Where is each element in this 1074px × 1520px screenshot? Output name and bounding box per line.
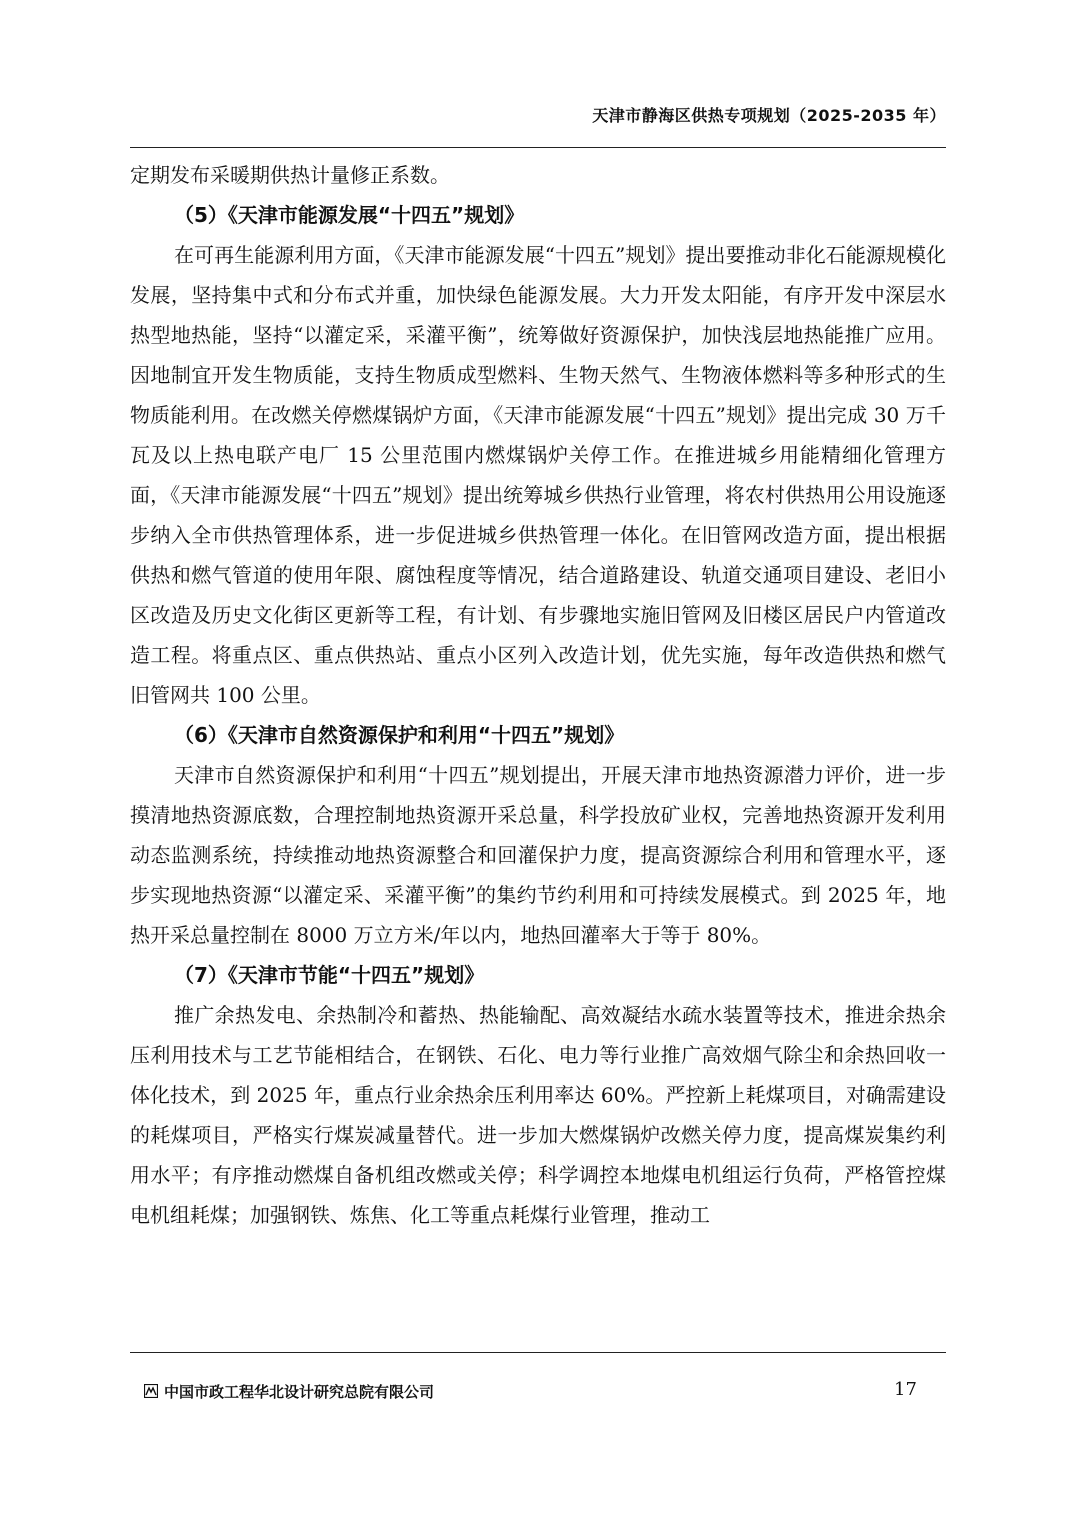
paragraph-energy-saving-plan: 推广余热发电、余热制冷和蓄热、热能输配、高效凝结水疏水装置等技术，推进余热余压利用技术与工艺节能相结合，在钢铁、石化、电力等行业推广高效烟气除尘和余热回收一体化技术，到 2025 年，重点行业余热余压利用率达 60%。严控新上耗煤项目，对确需建设的耗煤项目，严格实行煤炭减量替代。进一步加大燃煤锅炉改燃关停力度，提高煤炭集约利用水平；有序推动燃煤自备机组改燃或关停；科学调控本地煤电机组运行负荷，严格管控煤电机组耗煤；加强钢铁、炼焦、化工等重点耗煤行业管理，推动工 [130, 1003, 946, 1227]
page-footer [130, 1352, 946, 1413]
paragraph-energy-plan: 在可再生能源利用方面，《天津市能源发展“十四五”规划》提出要推动非化石能源规模化发展，坚持集中式和分布式并重，加快绿色能源发展。大力开发太阳能，有序开发中深层水热型地热能，坚持“以灌定采，采灌平衡”，统筹做好资源保护，加快浅层地热能推广应用。因地制宜开发生物质能，支持生物质成型燃料、生物天然气、生物液体燃料等多种形式的生物质能利用。在改燃关停燃煤锅炉方面，《天津市能源发展“十四五”规划》提出完成 30 万千瓦及以上热电联产电厂 15 公里范围内燃煤锅炉关停工作。在推进城乡用能精细化管理方面，《天津市能源发展“十四五”规划》提出统筹城乡供热行业管理，将农村供热用公用设施逐步纳入全市供热管理体系，进一步促进城乡供热管理一体化。在旧管网改造方面，提出根据供热和燃气管道的使用年限、腐蚀程度等情况，结合道路建设、轨道交通项目建设、老旧小区改造及历史文化街区更新等工程，有计划、有步骤地实施旧管网及旧楼区居民户内管道改造工程。将重点区、重点供热站、重点小区列入改造计划，优先实施，每年改造供热和燃气旧管网共 100 公里。 [130, 243, 946, 707]
paragraph-continuation: 定期发布采暖期供热计量修正系数。 [130, 163, 450, 187]
page-number: 17 [894, 1379, 917, 1400]
footer-company-name: 中国市政工程华北设计研究总院有限公司 [164, 1383, 435, 1401]
document-title: 天津市静海区供热专项规划（2025-2035 年） [592, 106, 946, 125]
page-header [130, 103, 946, 148]
section-heading-7: （7）《天津市节能“十四五”规划》 [174, 963, 485, 987]
page-body [130, 155, 946, 1235]
section-heading-5: （5）《天津市能源发展“十四五”规划》 [174, 203, 525, 227]
company-logo-icon [144, 1384, 158, 1398]
paragraph-natural-resources-plan: 天津市自然资源保护和利用“十四五”规划提出，开展天津市地热资源潜力评价，进一步摸清地热资源底数，合理控制地热资源开采总量，科学投放矿业权，完善地热资源开发利用动态监测系统，持续推动地热资源整合和回灌保护力度，提高资源综合利用和管理水平，逐步实现地热资源“以灌定采、采灌平衡”的集约节约利用和可持续发展模式。到 2025 年，地热开采总量控制在 8000 万立方米/年以内，地热回灌率大于等于 80%。 [130, 763, 946, 947]
section-heading-6: （6）《天津市自然资源保护和利用“十四五”规划》 [174, 723, 625, 747]
